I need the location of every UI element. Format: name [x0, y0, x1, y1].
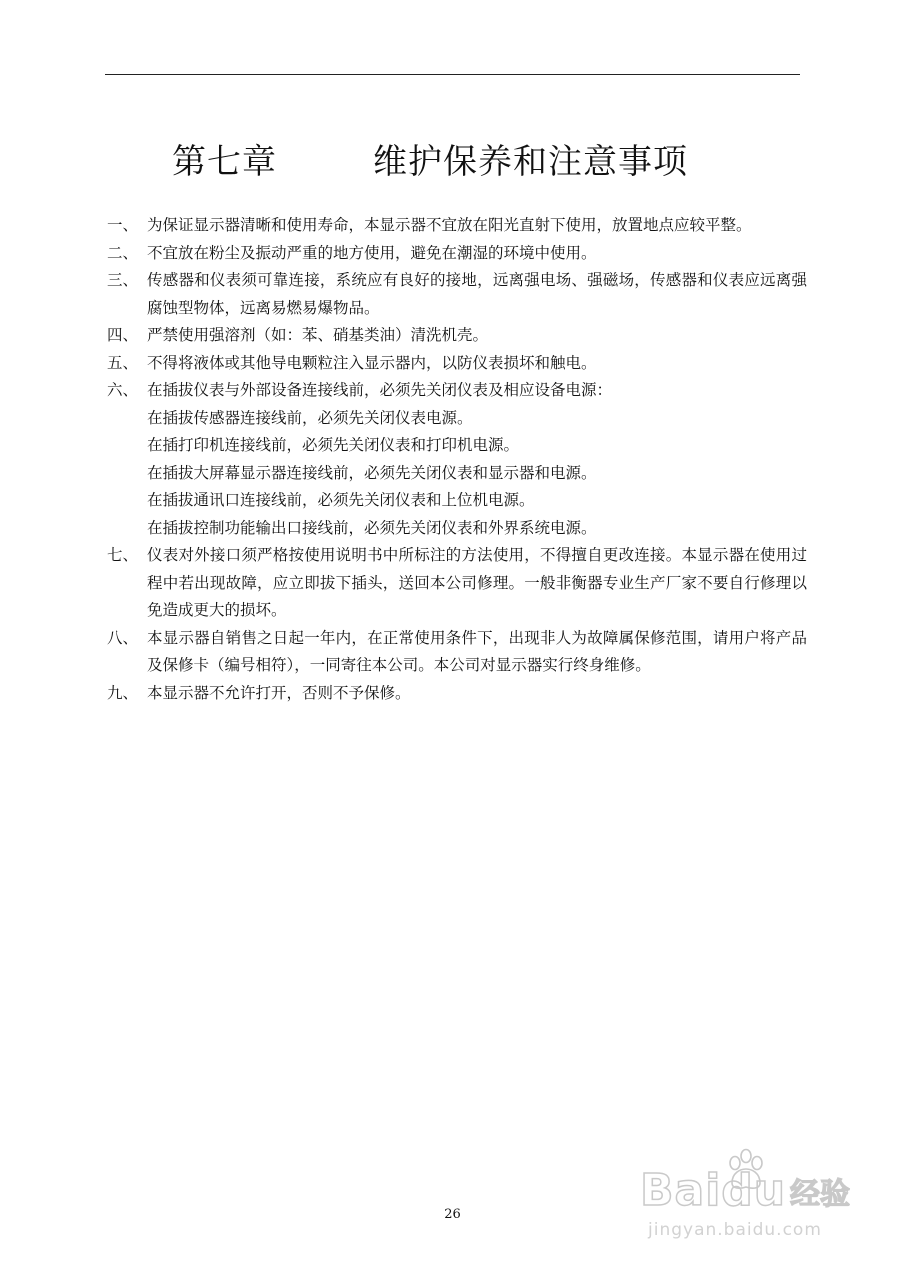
- chapter-number: 第七章: [172, 142, 277, 182]
- watermark-logo-cn: 经验: [790, 1177, 850, 1212]
- item-number: 六、: [107, 381, 139, 399]
- chapter-title: [172, 140, 688, 184]
- item-number: 九、: [107, 683, 139, 702]
- maintenance-list: [107, 212, 807, 707]
- item-text: 严禁使用强溶剂（如：苯、硝基类油）清洗机壳。: [147, 326, 489, 344]
- sub-item-text: 在插拔控制功能输出口接线前，必须先关闭仪表和外界系统电源。: [147, 518, 597, 537]
- watermark-url: jingyan.baidu.com: [648, 1220, 822, 1240]
- baidu-watermark: [640, 1145, 870, 1240]
- sub-item-text: 在插拔传感器连接线前，必须先关闭仪表电源。: [147, 408, 473, 427]
- list-item: [107, 542, 807, 625]
- item-text: 不得将液体或其他导电颗粒注入显示器内，以防仪表损坏和触电。: [147, 353, 597, 372]
- list-item: [107, 350, 807, 378]
- sub-item-text: 在插拔大屏幕显示器连接线前，必须先关闭仪表和显示器和电源。: [147, 463, 597, 482]
- list-item: [107, 322, 807, 350]
- sub-item-text: 在插拔通讯口连接线前，必须先关闭仪表和上位机电源。: [147, 491, 535, 509]
- item-number: 八、: [107, 628, 139, 647]
- watermark-logo: Baidu: [640, 1165, 787, 1216]
- item-number: 五、: [107, 353, 139, 372]
- item-text: 不宜放在粉尘及振动严重的地方使用，避免在潮湿的环境中使用。: [147, 243, 597, 262]
- list-item: [107, 680, 807, 708]
- item-number: 三、: [107, 271, 139, 289]
- chapter-heading: 维护保养和注意事项: [373, 142, 688, 182]
- item-text: 仪表对外接口须严格按使用说明书中所标注的方法使用，不得擅自更改连接。本显示器在使用过程中若出现故障，应立即拔下插头，送回本公司修理。一般非衡器专业生产厂家不要自行修理以免造成更大的损坏。: [147, 546, 807, 619]
- list-item: [107, 267, 807, 322]
- item-number: 七、: [107, 546, 139, 564]
- list-item: [107, 240, 807, 268]
- list-item: [107, 377, 807, 542]
- header-rule: [105, 74, 800, 75]
- list-item: [107, 625, 807, 680]
- item-number: 二、: [107, 243, 139, 262]
- item-number: 一、: [107, 216, 139, 234]
- list-item: [107, 212, 807, 240]
- page-number: 26: [444, 1207, 461, 1222]
- item-text: 本显示器自销售之日起一年内，在正常使用条件下，出现非人为故障属保修范围，请用户将产品及保修卡（编号相符），一同寄往本公司。本公司对显示器实行终身维修。: [147, 628, 807, 674]
- item-number: 四、: [107, 326, 139, 344]
- sub-item-text: 在插打印机连接线前，必须先关闭仪表和打印机电源。: [147, 436, 520, 454]
- item-text: 在插拔仪表与外部设备连接线前，必须先关闭仪表及相应设备电源：: [147, 381, 613, 399]
- item-text: 本显示器不允许打开，否则不予保修。: [147, 683, 411, 702]
- item-text: 传感器和仪表须可靠连接，系统应有良好的接地，远离强电场、强磁场，传感器和仪表应远离强腐蚀型物体，远离易燃易爆物品。: [147, 271, 807, 317]
- item-text: 为保证显示器清晰和使用寿命，本显示器不宜放在阳光直射下使用，放置地点应较平整。: [147, 216, 752, 234]
